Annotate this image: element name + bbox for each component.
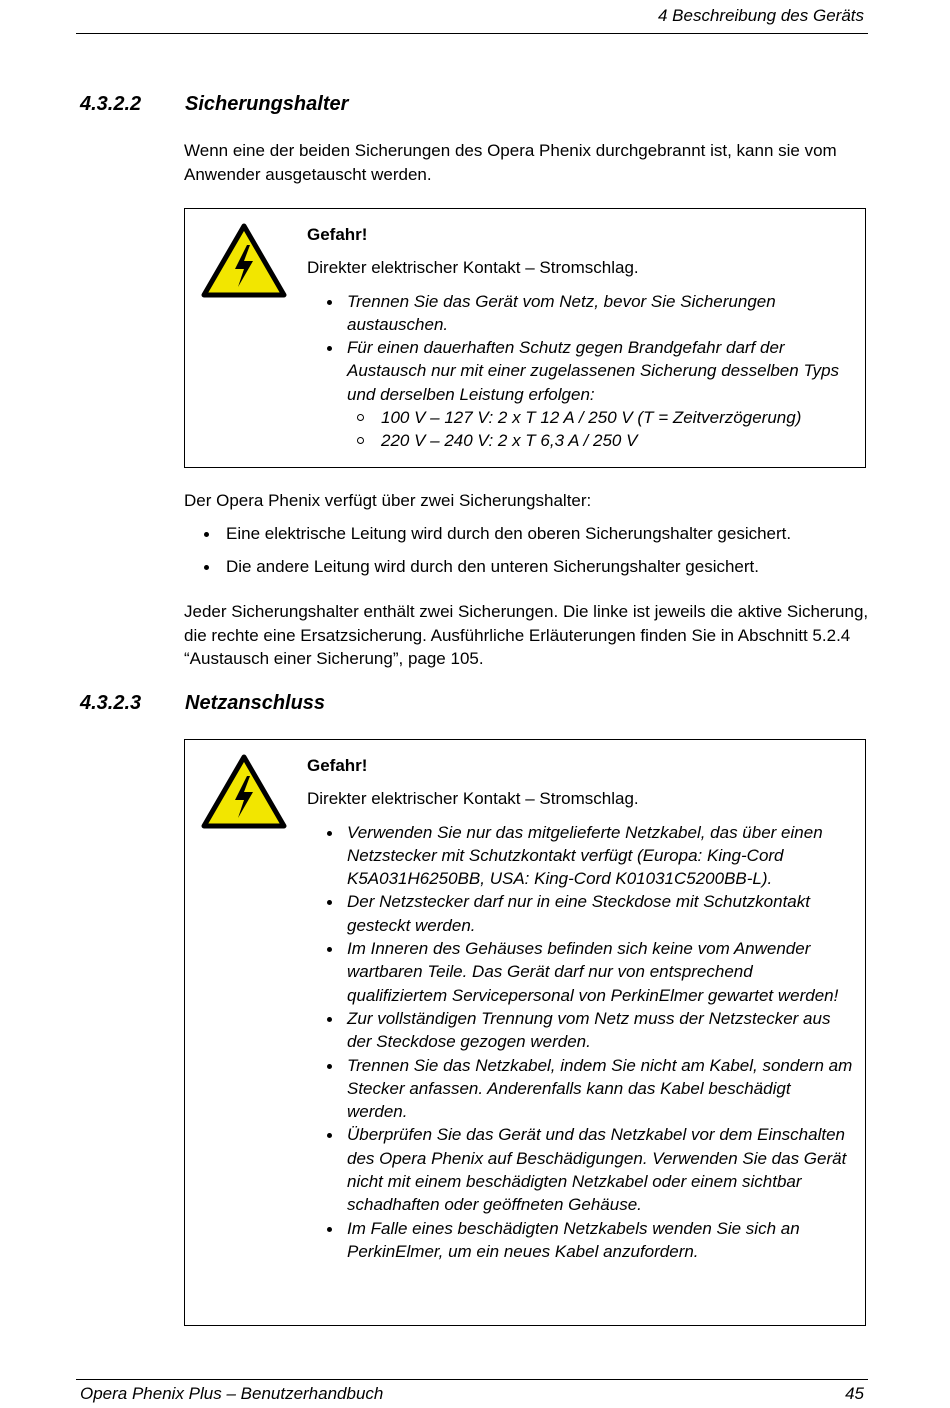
warning-lead: Direkter elektrischer Kontakt – Stromschlag. [307,789,639,809]
section-number: 4.3.2.3 [80,692,142,714]
page-number: 45 [845,1384,864,1403]
warning-item: Zur vollständigen Trennung vom Netz muss der Netzstecker aus der Steckdose gezogen werden. [307,1007,853,1054]
warning-item: Im Inneren des Gehäuses befinden sich keine vom Anwender wartbaren Teile. Das Gerät darf nur von entsprechend qualifiziertem Servicepersonal von PerkinElmer gewartet werden! [307,937,853,1007]
warning-item: Trennen Sie das Netzkabel, indem Sie nicht am Kabel, sondern am Stecker anfassen. Anderenfalls kann das Kabel beschädigt werden. [307,1054,853,1124]
footer-document-title: Opera Phenix Plus – Benutzerhandbuch [80,1384,384,1403]
warning-item-with-sublist [307,336,853,452]
warning-item: Der Netzstecker darf nur in eine Steckdose mit Schutzkontakt gesteckt werden. [307,890,853,937]
section-title: Sicherungshalter [185,93,349,115]
warning-title: Gefahr! [307,756,368,775]
section-heading-sicherungshalter [80,93,348,116]
danger-box-power [184,739,866,1326]
fuse-holder-list [184,522,874,588]
danger-box-fuses [184,208,866,468]
warning-subitem: 220 V – 240 V: 2 x T 6,3 A / 250 V [347,429,853,452]
warning-item: Trennen Sie das Gerät vom Netz, bevor Sie Sicherungen austauschen. [307,290,853,337]
warning-lead: Direkter elektrischer Kontakt – Stromschlag. [307,258,639,278]
section-title: Netzanschluss [185,692,326,714]
warning-item: Verwenden Sie nur das mitgelieferte Netzkabel, das über einen Netzstecker mit Schutzkontakt verfügt (Europa: King-Cord K5A031H6250BB, USA: King-Cord K01031C5200BB-L). [307,821,853,891]
list-item: Eine elektrische Leitung wird durch den oberen Sicherungshalter gesichert. [184,522,874,546]
warning-item: Überprüfen Sie das Gerät und das Netzkabel vor dem Einschalten des Opera Phenix auf Beschädigungen. Verwenden Sie das Gerät nicht mit einem beschädigten Netzkabel oder einem sichtbar schadhaften oder geöffneten Gehäuse. [307,1123,853,1216]
intro-paragraph: Wenn eine der beiden Sicherungen des Opera Phenix durchgebrannt ist, kann sie vom Anwender ausgetauscht werden. [184,141,837,184]
fuse-detail-paragraph: Jeder Sicherungshalter enthält zwei Sicherungen. Die linke ist jeweils die aktive Sicherung, die rechte eine Ersatzsicherung. Ausführliche Erläuterungen finden Sie in Abschnitt 5.2.4 “Austausch einer Sicherung”, page 105. [184,602,869,668]
section-number: 4.3.2.2 [80,93,142,115]
footer-divider [76,1379,868,1380]
section-heading-netzanschluss [80,692,325,715]
warning-title: Gefahr! [307,225,368,244]
warning-item-text: Für einen dauerhaften Schutz gegen Brandgefahr darf der Austausch nur mit einer zugelassenen Sicherung desselben Typs und derselben Leistung erfolgen: [347,338,840,404]
running-header: 4 Beschreibung des Geräts [657,6,864,25]
fuse-holder-paragraph: Der Opera Phenix verfügt über zwei Sicherungshalter: [184,491,592,510]
electrical-hazard-icon [201,754,287,830]
list-item: Die andere Leitung wird durch den unteren Sicherungshalter gesichert. [184,555,874,579]
electrical-hazard-icon [201,223,287,299]
warning-subitem: 100 V – 127 V: 2 x T 12 A / 250 V (T = Zeitverzögerung) [347,406,853,429]
warning-item: Im Falle eines beschädigten Netzkabels wenden Sie sich an PerkinElmer, um ein neues Kabel anzufordern. [307,1217,853,1264]
header-divider [76,33,868,34]
